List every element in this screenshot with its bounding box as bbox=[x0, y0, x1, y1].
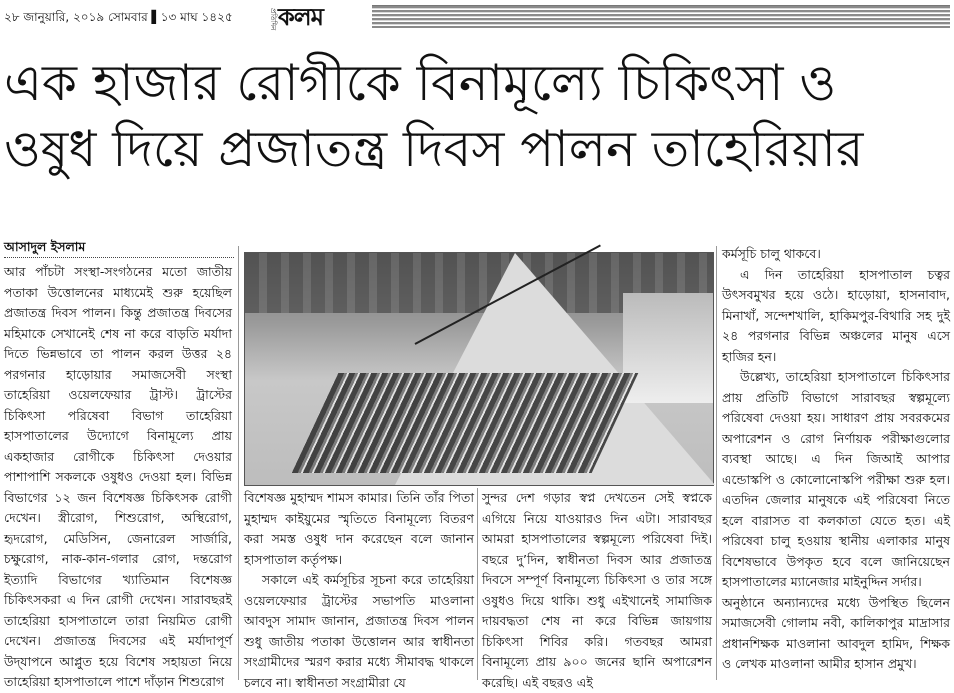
article-column-1 bbox=[4, 262, 232, 689]
photo-building bbox=[623, 293, 713, 403]
column-2-para-2: সকালে এই কর্মসূচির সূচনা করে তাহেরিয়া ওয়েলফেয়ার ট্রাস্টের সভাপতি মাওলানা আবদুস সামাদ জানান, প্রজাতন্ত্র দিবস পালন শুধু জাতীয় পতাকা উত্তোলন আর স্বাধীনতা সংগ্রামীদের স্মরণ করার মধ্যে সীমাবদ্ধ থাকলে চলবে না। স্বাধীনতা সংগ্রামীরা যে bbox=[244, 572, 474, 690]
headline-line-1: এক হাজার রোগীকে বিনামূল্যে চিকিৎসা ও bbox=[4, 54, 837, 112]
column-divider bbox=[477, 488, 478, 680]
photo-crowd bbox=[292, 373, 639, 473]
column-4-para-1: কর্মসূচি চালু থাকবে। bbox=[722, 246, 821, 261]
date-line: ২৮ জানুয়ারি, ২০১৯ সোমবার ▌১৩ মাঘ ১৪২৫ bbox=[4, 10, 233, 24]
article-column-2 bbox=[244, 488, 474, 690]
masthead-bar bbox=[0, 0, 954, 34]
column-2-para-1: বিশেষজ্ঞ মুহাম্মদ শামস কামার। তিনি তাঁর পিতা মুহাম্মদ কাইয়ুমের স্মৃতিতে বিনামূল্যে বিতরণ করা সমস্ত ওষুধ দান করেছেন বলে জানান হাসপাতাল কর্তৃপক্ষ। bbox=[244, 490, 474, 567]
column-4-para-2: এ দিন তাহেরিয়া হাসপাতাল চত্বর উৎসবমুখর হয়ে ওঠে। হাড়োয়া, হাসনাবাদ, মিনাখাঁ, সন্দেশখালি, হাকিমপুর-বিথারি সহ দুই ২৪ পরগনার বিভিন্ন অঞ্চলের মানুষ এসে হাজির হন। bbox=[722, 266, 950, 364]
news-photo bbox=[244, 252, 714, 486]
column-divider bbox=[716, 246, 717, 680]
column-3-text: সুন্দর দেশ গড়ার স্বপ্ন দেখতেন সেই স্বপ্নকে এগিয়ে নিয়ে যাওয়ারও দিন এটা। সারাবছর আমরা হাসপাতালের স্বল্পমূল্যে পরিষেবা দিই। বছরে দু’দিন, স্বাধীনতা দিবস আর প্রজাতন্ত্র দিবসে সম্পূর্ণ বিনামূল্যে চিকিৎসা ও তার সঙ্গে ওষুধও দিয়ে থাকি। শুধু এইখানেই সামাজিক দায়বদ্ধতা শেষ না করে বিভিন্ন জায়গায় চিকিৎসা শিবির করি। গতবছর আমরা বিনামূল্যে প্রায় ৯০০ জনের ছানি অপারেশন করেছি। এই বছরও এই bbox=[482, 490, 712, 690]
byline: আসাদুল ইসলাম bbox=[4, 237, 234, 258]
article-column-3 bbox=[482, 488, 712, 690]
newspaper-logo bbox=[268, 3, 368, 31]
headline-line-2: ওষুধ দিয়ে প্রজাতন্ত্র দিবস পালন তাহেরিয়ার bbox=[4, 120, 864, 178]
logo-small-text: প্রতিদিন bbox=[269, 8, 277, 31]
headline bbox=[0, 50, 954, 182]
masthead-stripes bbox=[372, 5, 950, 28]
column-4-para-3: উল্লেখ্য, তাহেরিয়া হাসপাতালে চিকিৎসার প্রায় প্রতিটি বিভাগে সারাবছর স্বল্পমূল্যে পরিষেবা দেওয়া হয়। সাধারণ প্রায় সবরকমের অপারেশন ও রোগ নির্ণায়ক পরীক্ষাগুলোর ব্যবস্থা আছে। এ দিন জিআই আপার এন্ডোস্কপি ও কোলোনোস্কপি পরীক্ষা শুরু হল। এতদিন জেলার মানুষকে এই পরিষেবা নিতে হলে বারাসত বা কলকাতা যেতে হত। এই পরিষেবা চালু হওয়ায় স্থানীয় এলাকার মানুষ বিশেষভাবে উপকৃত হবে বলে জানিয়েছেন হাসপাতালের ম্যানেজার মাইনুদ্দিন সর্দার। bbox=[722, 369, 950, 589]
column-1-text: আর পাঁচটা সংস্থা-সংগঠনের মতো জাতীয় পতাকা উত্তোলনের মাধ্যমেই শুরু হয়েছিল প্রজাতন্ত্র দিবস পালন। কিন্তু প্রজাতন্ত্র দিবসের মহিমাকে সেখানেই শেষ না করে বাড়তি মর্যাদা দিতে ভিন্নভাবে তা পালন করল উত্তর ২৪ পরগনার হাড়োয়ার সমাজসেবী সংস্থা তাহেরিয়া ওয়েলফেয়ার ট্রাস্ট। ট্রাস্টের চিকিৎসা পরিষেবা বিভাগ তাহেরিয়া হাসপাতালের উদ্যোগে বিনামূল্যে প্রায় একহাজার রোগীকে চিকিৎসা দেওয়ার পাশাপাশি সকলকে ওষুধও দেওয়া হল। বিভিন্ন বিভাগের ১২ জন বিশেষজ্ঞ চিকিৎসক রোগী দেখেন। স্ত্রীরোগ, শিশুরোগ, অস্থিরোগ, হৃদরোগ, মেডিসিন, জেনারেল সার্জারি, চক্ষুরোগ, নাক-কান-গলার রোগ, দন্তরোগ ইত্যাদি বিভাগের খ্যাতিমান বিশেষজ্ঞ চিকিৎসকরা এ দিন রোগী দেখেন। সারাবছরই তাহেরিয়া হাসপাতালে তারা নিয়মিত রোগী দেখেন। প্রজাতন্ত্র দিবসের এই মর্যাদাপূর্ণ উদ্‌যাপনে আপ্লুত হয়ে বিশেষ সহায়তা নিয়ে তাহেরিয়া হাসপাতালে পাশে দাঁড়ান শিশুরোগ bbox=[4, 264, 232, 689]
article-column-4 bbox=[722, 244, 950, 680]
column-4-para-4: অনুষ্ঠানে অন্যান্যদের মধ্যে উপস্থিত ছিলেন সমাজসেবী গোলাম নবী, কালিকাপুর মাদ্রাসার প্রধানশিক্ষক মাওলানা আবদুল হামিদ, শিক্ষক ও লেখক মাওলানা আমীর হাসান প্রমুখ। bbox=[722, 594, 950, 671]
logo-brand-text: কলম bbox=[278, 2, 324, 31]
column-divider bbox=[238, 246, 239, 680]
